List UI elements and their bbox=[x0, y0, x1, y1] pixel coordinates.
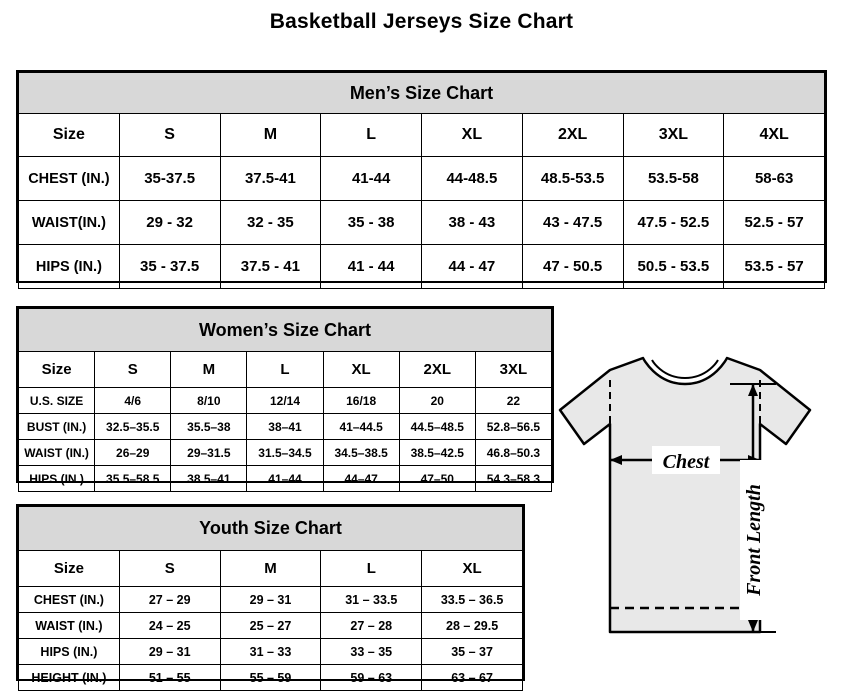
table-cell: 34.5–38.5 bbox=[323, 440, 399, 466]
mens-chart-caption: Men’s Size Chart bbox=[19, 73, 825, 114]
table-row bbox=[19, 466, 552, 492]
table-row bbox=[19, 440, 552, 466]
table-cell: 26–29 bbox=[95, 440, 171, 466]
table-cell: 16/18 bbox=[323, 388, 399, 414]
table-cell: 41–44 bbox=[247, 466, 323, 492]
table-cell: 29 – 31 bbox=[119, 639, 220, 665]
table-row bbox=[19, 388, 552, 414]
table-cell: 29 - 32 bbox=[119, 201, 220, 245]
table-cell: 29–31.5 bbox=[171, 440, 247, 466]
table-cell: 32 - 35 bbox=[220, 201, 321, 245]
column-header: Size bbox=[19, 551, 120, 587]
table-cell: 38–41 bbox=[247, 414, 323, 440]
table-cell: 41-44 bbox=[321, 157, 422, 201]
table-cell: 38.5–42.5 bbox=[399, 440, 475, 466]
table-cell: 59 – 63 bbox=[321, 665, 422, 691]
column-header: 2XL bbox=[522, 114, 623, 157]
table-cell: 35.5–58.5 bbox=[95, 466, 171, 492]
page-title: Basketball Jerseys Size Chart bbox=[269, 10, 574, 33]
row-label: CHEST (IN.) bbox=[19, 157, 120, 201]
table-cell: 29 – 31 bbox=[220, 587, 321, 613]
row-label: HIPS (IN.) bbox=[19, 639, 120, 665]
table-cell: 38 - 43 bbox=[422, 201, 523, 245]
column-header: XL bbox=[422, 551, 523, 587]
column-header: M bbox=[220, 551, 321, 587]
column-header: S bbox=[95, 352, 171, 388]
table-cell: 58-63 bbox=[724, 157, 825, 201]
column-header: M bbox=[220, 114, 321, 157]
table-cell: 38.5–41 bbox=[171, 466, 247, 492]
table-header-row bbox=[19, 114, 825, 157]
mens-size-chart bbox=[16, 70, 827, 283]
womens-size-chart bbox=[16, 306, 554, 486]
table-row bbox=[19, 201, 825, 245]
table-cell: 52.8–56.5 bbox=[475, 414, 551, 440]
front-length-label: Front Length bbox=[743, 484, 765, 596]
column-header: Size bbox=[19, 114, 120, 157]
table-cell: 50.5 - 53.5 bbox=[623, 245, 724, 289]
column-header: 3XL bbox=[475, 352, 551, 388]
row-label: HEIGHT (IN.) bbox=[19, 665, 120, 691]
table-cell: 47.5 - 52.5 bbox=[623, 201, 724, 245]
table-cell: 12/14 bbox=[247, 388, 323, 414]
table-cell: 54.3–58.3 bbox=[475, 466, 551, 492]
table-cell: 53.5-58 bbox=[623, 157, 724, 201]
table-cell: 55 – 59 bbox=[220, 665, 321, 691]
jersey-measurement-diagram bbox=[548, 340, 838, 680]
table-cell: 28 – 29.5 bbox=[422, 613, 523, 639]
youth-chart-caption: Youth Size Chart bbox=[19, 507, 523, 551]
table-cell: 46.8–50.3 bbox=[475, 440, 551, 466]
table-cell: 35.5–38 bbox=[171, 414, 247, 440]
table-cell: 33 – 35 bbox=[321, 639, 422, 665]
row-label: BUST (IN.) bbox=[19, 414, 95, 440]
table-cell: 43 - 47.5 bbox=[522, 201, 623, 245]
table-cell: 35 - 38 bbox=[321, 201, 422, 245]
column-header: Size bbox=[19, 352, 95, 388]
table-caption-row bbox=[19, 507, 523, 551]
table-row bbox=[19, 613, 523, 639]
table-cell: 37.5 - 41 bbox=[220, 245, 321, 289]
column-header: L bbox=[247, 352, 323, 388]
row-label: HIPS (IN.) bbox=[19, 245, 120, 289]
column-header: 3XL bbox=[623, 114, 724, 157]
column-header: S bbox=[119, 551, 220, 587]
row-label: WAIST (IN.) bbox=[19, 613, 120, 639]
row-label: U.S. SIZE bbox=[19, 388, 95, 414]
table-cell: 51 – 55 bbox=[119, 665, 220, 691]
table-cell: 25 – 27 bbox=[220, 613, 321, 639]
table-row bbox=[19, 245, 825, 289]
table-row bbox=[19, 157, 825, 201]
table-cell: 41–44.5 bbox=[323, 414, 399, 440]
column-header: 4XL bbox=[724, 114, 825, 157]
table-row bbox=[19, 587, 523, 613]
table-cell: 31.5–34.5 bbox=[247, 440, 323, 466]
table-cell: 44–47 bbox=[323, 466, 399, 492]
column-header: S bbox=[119, 114, 220, 157]
table-cell: 48.5-53.5 bbox=[522, 157, 623, 201]
table-caption-row bbox=[19, 309, 552, 352]
table-cell: 4/6 bbox=[95, 388, 171, 414]
table-cell: 63 – 67 bbox=[422, 665, 523, 691]
table-cell: 41 - 44 bbox=[321, 245, 422, 289]
youth-size-table bbox=[18, 506, 523, 691]
table-cell: 32.5–35.5 bbox=[95, 414, 171, 440]
table-cell: 35 – 37 bbox=[422, 639, 523, 665]
table-cell: 44-48.5 bbox=[422, 157, 523, 201]
row-label: CHEST (IN.) bbox=[19, 587, 120, 613]
column-header: L bbox=[321, 114, 422, 157]
chest-label: Chest bbox=[662, 451, 710, 473]
table-cell: 22 bbox=[475, 388, 551, 414]
table-header-row bbox=[19, 551, 523, 587]
womens-chart-caption: Women’s Size Chart bbox=[19, 309, 552, 352]
column-header: 2XL bbox=[399, 352, 475, 388]
womens-size-table bbox=[18, 308, 552, 492]
youth-size-chart bbox=[16, 504, 525, 685]
table-cell: 37.5-41 bbox=[220, 157, 321, 201]
table-cell: 20 bbox=[399, 388, 475, 414]
table-cell: 33.5 – 36.5 bbox=[422, 587, 523, 613]
row-label: WAIST (IN.) bbox=[19, 440, 95, 466]
row-label: WAIST(IN.) bbox=[19, 201, 120, 245]
table-cell: 53.5 - 57 bbox=[724, 245, 825, 289]
table-row bbox=[19, 414, 552, 440]
table-row bbox=[19, 639, 523, 665]
table-cell: 24 – 25 bbox=[119, 613, 220, 639]
column-header: XL bbox=[323, 352, 399, 388]
table-cell: 52.5 - 57 bbox=[724, 201, 825, 245]
table-header-row bbox=[19, 352, 552, 388]
column-header: M bbox=[171, 352, 247, 388]
table-cell: 44 - 47 bbox=[422, 245, 523, 289]
table-cell: 35 - 37.5 bbox=[119, 245, 220, 289]
table-cell: 44.5–48.5 bbox=[399, 414, 475, 440]
column-header: XL bbox=[422, 114, 523, 157]
table-cell: 35-37.5 bbox=[119, 157, 220, 201]
table-cell: 31 – 33.5 bbox=[321, 587, 422, 613]
mens-size-table bbox=[18, 72, 825, 289]
table-cell: 47–50 bbox=[399, 466, 475, 492]
table-cell: 31 – 33 bbox=[220, 639, 321, 665]
table-cell: 27 – 28 bbox=[321, 613, 422, 639]
table-cell: 27 – 29 bbox=[119, 587, 220, 613]
table-row bbox=[19, 665, 523, 691]
table-caption-row bbox=[19, 73, 825, 114]
table-cell: 47 - 50.5 bbox=[522, 245, 623, 289]
row-label: HIPS (IN.) bbox=[19, 466, 95, 492]
table-cell: 8/10 bbox=[171, 388, 247, 414]
jersey-outline bbox=[560, 358, 810, 632]
column-header: L bbox=[321, 551, 422, 587]
